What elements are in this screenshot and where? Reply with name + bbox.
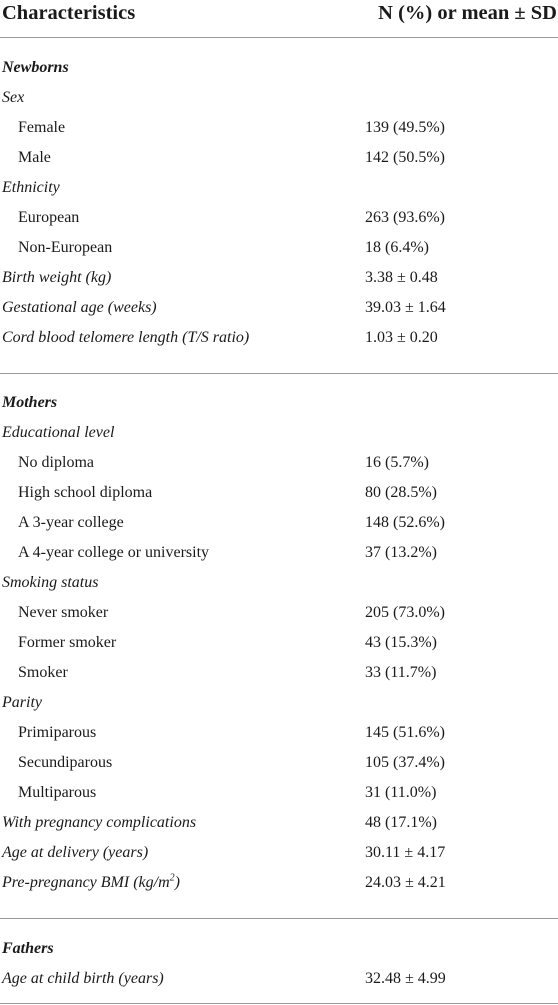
row-value: 24.03 ± 4.21 <box>365 874 446 891</box>
table-row <box>0 514 558 544</box>
row-label: Sex <box>2 89 25 106</box>
section-title: Newborns <box>2 59 69 76</box>
section-title: Fathers <box>2 940 54 957</box>
row-label: Smoking status <box>2 574 99 591</box>
row-label-tail: ) <box>174 874 180 891</box>
table-row <box>0 970 558 1000</box>
bottom-rule <box>0 1003 558 1004</box>
table-header <box>0 0 558 38</box>
table-row <box>0 634 558 664</box>
row-label: Female <box>18 119 66 136</box>
row-label: European <box>18 209 80 226</box>
row-value: 1.03 ± 0.20 <box>365 329 438 346</box>
table-row <box>0 424 558 454</box>
row-value: 43 (15.3%) <box>365 634 437 651</box>
table-row <box>0 149 558 179</box>
row-value: 32.48 ± 4.99 <box>365 970 446 987</box>
row-value: 139 (49.5%) <box>365 119 445 136</box>
table-row <box>0 89 558 119</box>
row-label: Age at child birth (years) <box>2 970 164 987</box>
table-row <box>0 454 558 484</box>
header-value: N (%) or mean ± SD <box>378 2 557 24</box>
header-characteristics: Characteristics <box>2 2 136 24</box>
row-value: 16 (5.7%) <box>365 454 429 471</box>
row-label: A 3-year college <box>18 514 124 531</box>
table-row <box>0 329 558 359</box>
table-row <box>0 664 558 694</box>
table-row <box>0 604 558 634</box>
row-label: Male <box>18 149 51 166</box>
row-label: Multiparous <box>18 784 97 801</box>
section-rule <box>0 373 558 374</box>
table-row <box>0 784 558 814</box>
table-row <box>0 179 558 209</box>
row-label: Non-European <box>18 239 113 256</box>
row-value: 105 (37.4%) <box>365 754 445 771</box>
row-value: 33 (11.7%) <box>365 664 437 681</box>
row-value: 205 (73.0%) <box>365 604 445 621</box>
row-value: 39.03 ± 1.64 <box>365 299 446 316</box>
row-label: Ethnicity <box>2 179 60 196</box>
row-label: A 4-year college or university <box>18 544 210 561</box>
row-label: Never smoker <box>18 604 109 621</box>
table-row <box>0 299 558 329</box>
section-title-newborns <box>0 59 558 89</box>
row-value: 148 (52.6%) <box>365 514 445 531</box>
row-value: 142 (50.5%) <box>365 149 445 166</box>
row-value: 145 (51.6%) <box>365 724 445 741</box>
row-value: 18 (6.4%) <box>365 239 429 256</box>
table-row <box>0 874 558 904</box>
row-label-superscript: 2 <box>169 872 175 884</box>
row-value: 31 (11.0%) <box>365 784 437 801</box>
row-value: 80 (28.5%) <box>365 484 437 501</box>
row-value: 48 (17.1%) <box>365 814 437 831</box>
table-row <box>0 239 558 269</box>
table-row <box>0 574 558 604</box>
row-label: Educational level <box>2 424 115 441</box>
row-label: Gestational age (weeks) <box>2 299 157 316</box>
table-row <box>0 119 558 149</box>
table-row <box>0 754 558 784</box>
row-label: Age at delivery (years) <box>2 844 149 861</box>
row-label: Parity <box>2 694 42 711</box>
table-row <box>0 814 558 844</box>
row-label: Secundiparous <box>18 754 113 771</box>
table-row <box>0 269 558 299</box>
table-row <box>0 544 558 574</box>
row-value: 3.38 ± 0.48 <box>365 269 438 286</box>
row-value: 30.11 ± 4.17 <box>365 844 446 861</box>
section-title-fathers <box>0 940 558 970</box>
row-label-text: Pre-pregnancy BMI (kg/m <box>2 874 170 891</box>
row-value: 263 (93.6%) <box>365 209 445 226</box>
row-label: Former smoker <box>18 634 117 651</box>
table-row <box>0 209 558 239</box>
header-rule <box>0 37 558 38</box>
row-label: Birth weight (kg) <box>2 269 112 286</box>
table-row <box>0 724 558 754</box>
row-label: Smoker <box>18 664 68 681</box>
table-row <box>0 484 558 514</box>
row-label: With pregnancy complications <box>2 814 197 831</box>
section-rule <box>0 918 558 919</box>
section-title-mothers <box>0 394 558 424</box>
row-label <box>2 874 180 892</box>
row-label: Cord blood telomere length (T/S ratio) <box>2 329 250 346</box>
section-title: Mothers <box>2 394 58 411</box>
table-row <box>0 844 558 874</box>
row-label: No diploma <box>18 454 94 471</box>
row-value: 37 (13.2%) <box>365 544 437 561</box>
table-row <box>0 694 558 724</box>
row-label: High school diploma <box>18 484 153 501</box>
row-label: Primiparous <box>18 724 97 741</box>
